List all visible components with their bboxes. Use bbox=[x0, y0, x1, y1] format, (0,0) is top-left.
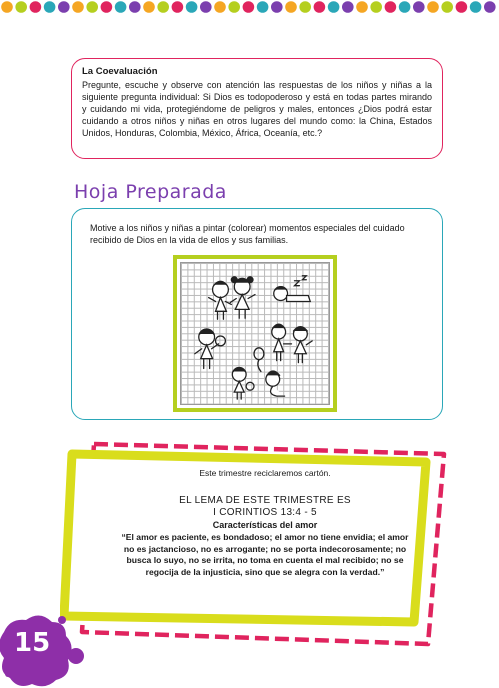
hoja-preparada-box bbox=[71, 208, 443, 420]
border-dot bbox=[314, 1, 326, 13]
border-dot bbox=[101, 1, 113, 13]
coevaluacion-box bbox=[71, 58, 443, 159]
hoja-preparada-text: Motive a los niños y niñas a pintar (colorear) momentos especiales del cuidado recibido de Dios en la vida de ellos y sus familias. bbox=[90, 223, 405, 245]
border-dot bbox=[44, 1, 56, 13]
border-dot bbox=[299, 1, 311, 13]
border-dot bbox=[470, 1, 482, 13]
border-dot bbox=[1, 1, 13, 13]
lema-frame bbox=[60, 438, 450, 650]
border-dot bbox=[328, 1, 340, 13]
border-dot bbox=[172, 1, 184, 13]
border-dot bbox=[129, 1, 141, 13]
border-dot bbox=[143, 1, 155, 13]
border-dot bbox=[15, 1, 27, 13]
border-dot bbox=[200, 1, 212, 13]
border-dot bbox=[370, 1, 382, 13]
border-dot bbox=[30, 1, 42, 13]
border-dot bbox=[456, 1, 468, 13]
border-dot bbox=[441, 1, 453, 13]
border-dot bbox=[86, 1, 98, 13]
border-dot bbox=[214, 1, 226, 13]
lema-subheading: Características del amor bbox=[212, 520, 318, 530]
hoja-preparada-title: Hoja Preparada bbox=[74, 181, 227, 203]
lema-content bbox=[120, 468, 410, 578]
coevaluacion-title: La Coevaluación bbox=[82, 66, 158, 77]
children-playing-drawing-icon bbox=[181, 263, 329, 404]
lema-heading: EL LEMA DE ESTE TRIMESTRE ES bbox=[179, 495, 351, 506]
border-dot bbox=[228, 1, 240, 13]
border-dot bbox=[157, 1, 169, 13]
border-dot bbox=[72, 1, 84, 13]
decorative-dot-border bbox=[0, 0, 499, 16]
lema-reference: I CORINTIOS 13:4 - 5 bbox=[213, 507, 317, 518]
border-dot bbox=[186, 1, 198, 13]
border-dot bbox=[115, 1, 127, 13]
border-dot bbox=[271, 1, 283, 13]
border-dot bbox=[58, 1, 70, 13]
border-dot bbox=[257, 1, 269, 13]
border-dot bbox=[413, 1, 425, 13]
lema-intro: Este trimestre reciclaremos cartón. bbox=[199, 468, 331, 478]
border-dot bbox=[399, 1, 411, 13]
border-dot bbox=[484, 1, 496, 13]
border-dot bbox=[356, 1, 368, 13]
page-number: 15 bbox=[14, 628, 51, 658]
border-dot bbox=[385, 1, 397, 13]
coloring-grid-frame bbox=[173, 255, 337, 412]
border-dot bbox=[427, 1, 439, 13]
border-dot bbox=[243, 1, 255, 13]
coevaluacion-text: Pregunte, escuche y observe con atención las respuestas de los niños y niñas a la siguiente pregunta individual: Si Dios es todopoderoso y está en todas partes mirando y cuidando mi vida, protegiéndome de peligros y males, entonces ¿Dios podrá estar cuidando a otros niños y niñas en otros lugares del mundo como: la China, Estados Unidos, Honduras, Colombia, México, África, Oceanía, etc.? bbox=[82, 80, 432, 138]
coloring-grid bbox=[180, 262, 330, 405]
border-dot bbox=[285, 1, 297, 13]
border-dot bbox=[342, 1, 354, 13]
lema-quote: “El amor es paciente, es bondadoso; el amor no tiene envidia; el amor no es jactancioso, no es arrogante; no se porta indecorosamente; no busca lo suyo, no se irrita, no toma en cuenta el mal recibido; no se regocija de la injusticia, sino que se alegra con la verdad.” bbox=[121, 532, 409, 577]
